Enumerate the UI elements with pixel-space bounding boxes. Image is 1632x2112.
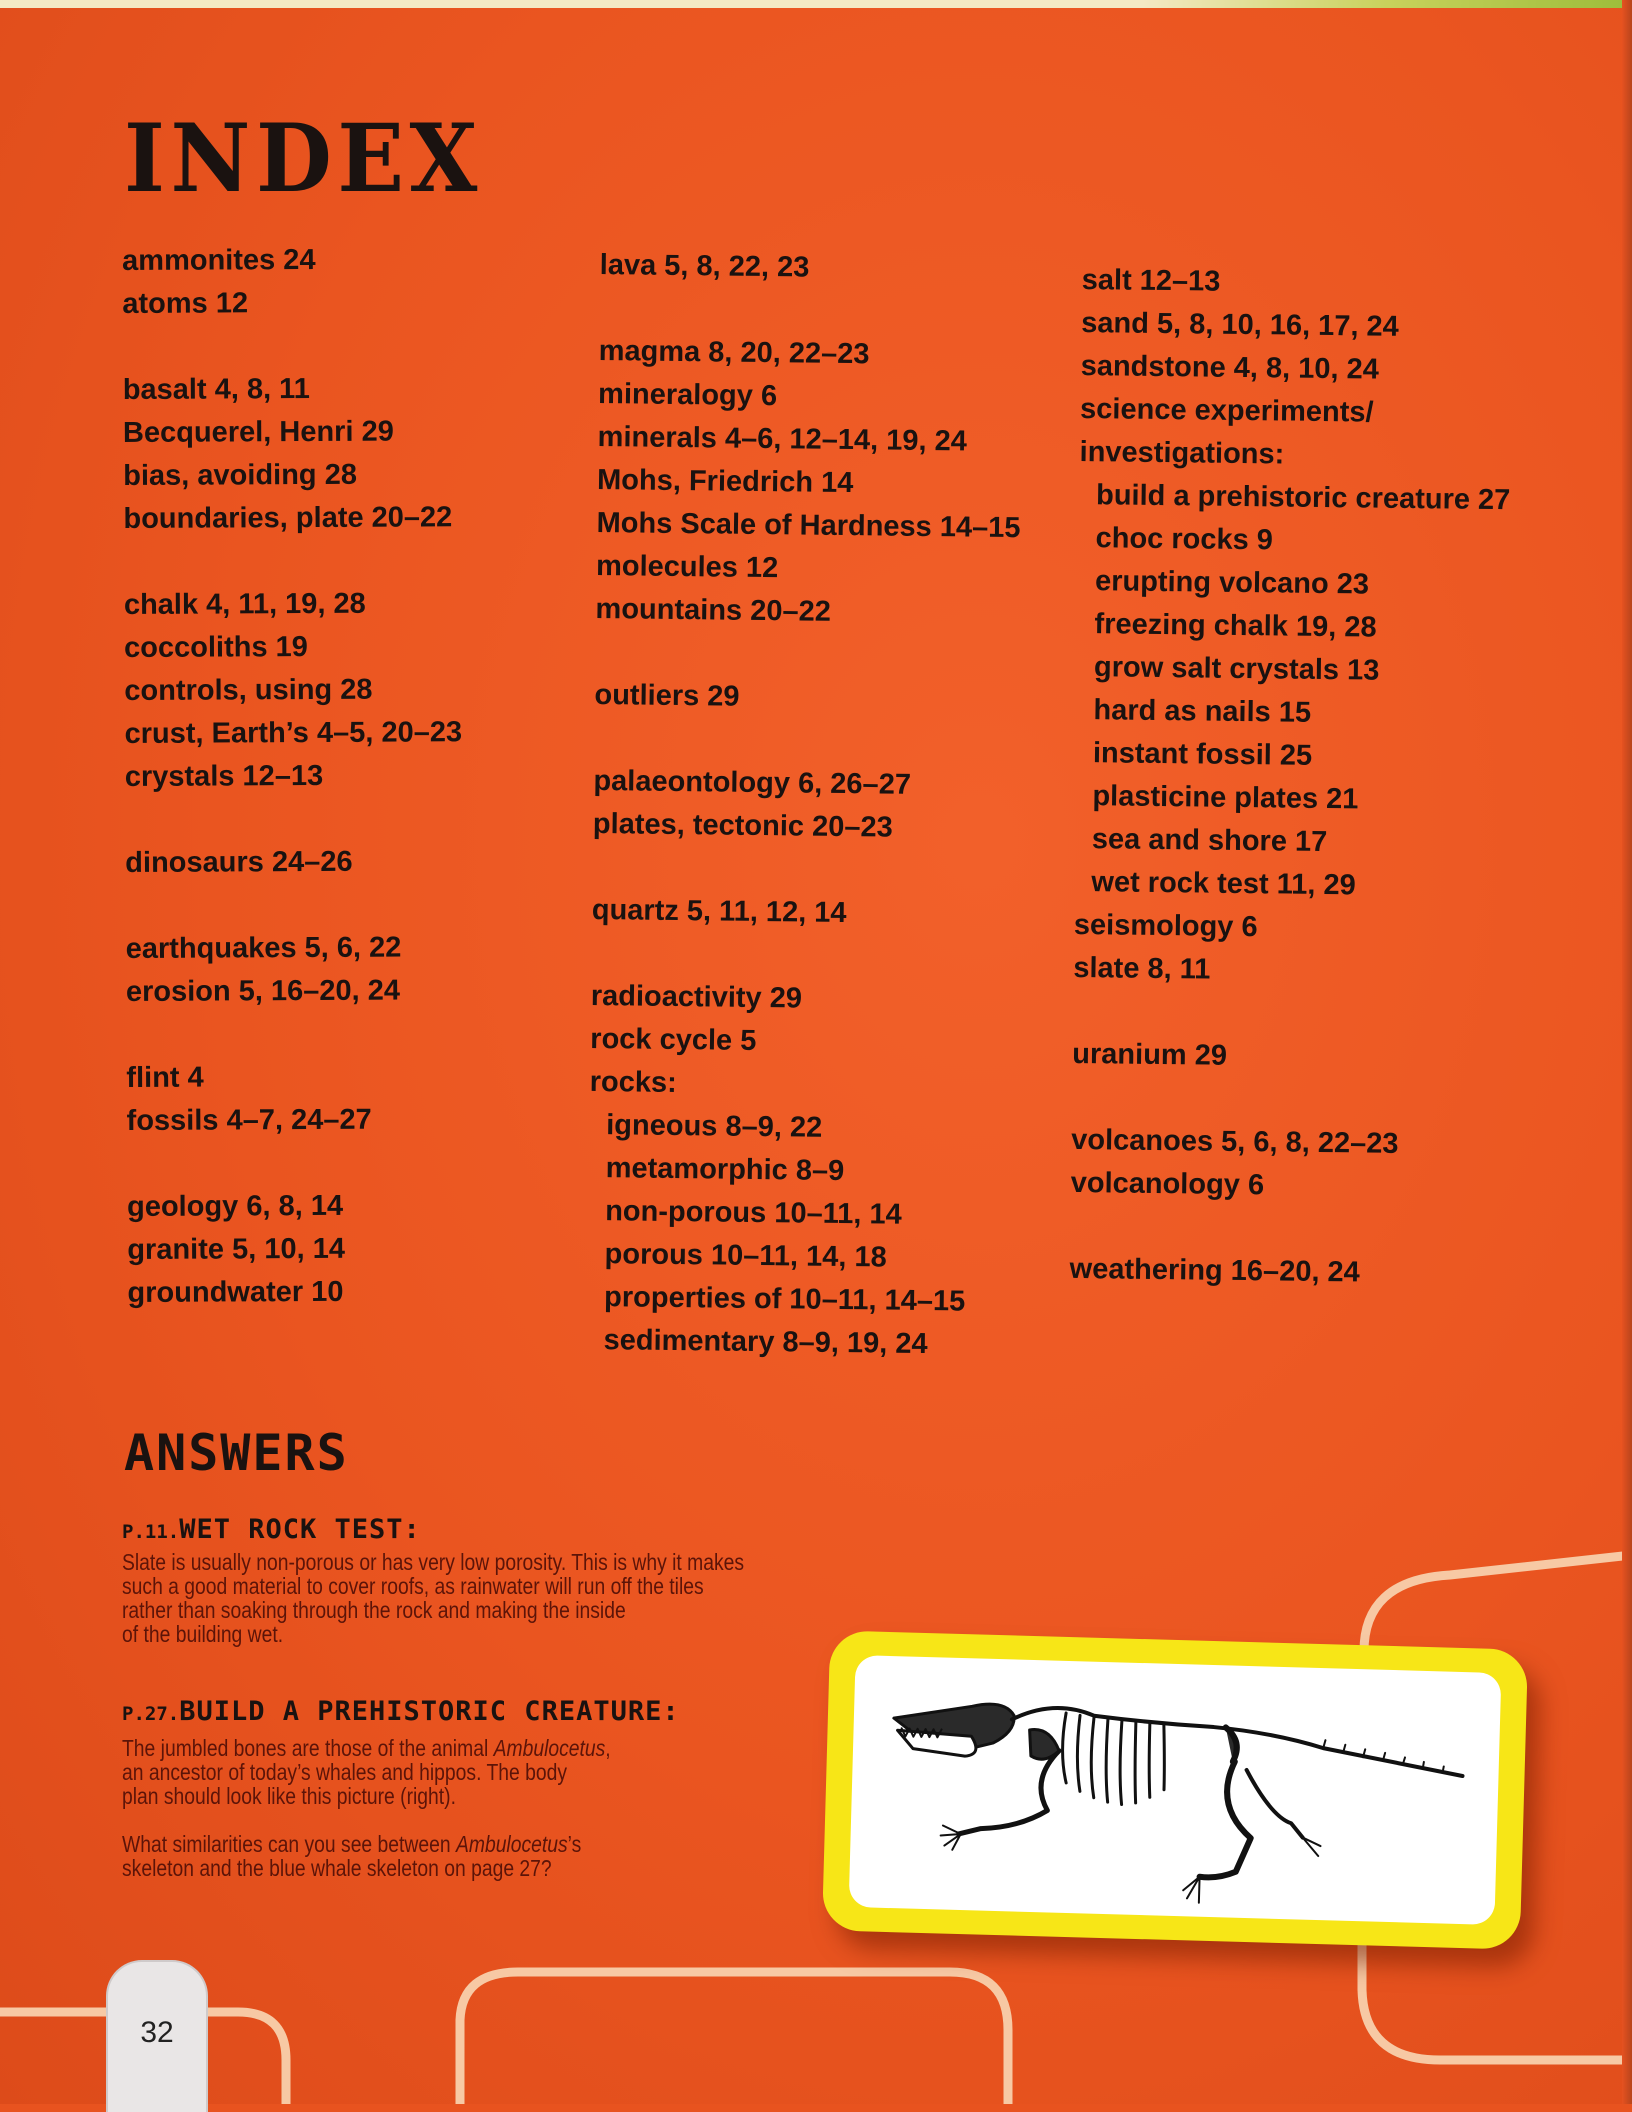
- index-column-2: [586, 244, 1024, 1367]
- answer-2-title: BUILD A PREHISTORIC CREATURE:: [179, 1696, 680, 1727]
- index-entry: mountains 20–22: [595, 592, 832, 628]
- index-spacer: [591, 932, 1015, 980]
- index-entry: coccoliths 19: [124, 631, 308, 664]
- index-subentry: igneous 8–9, 22: [606, 1109, 823, 1144]
- index-entry: boundaries, plate 20–22: [123, 501, 453, 535]
- index-spacer: [599, 287, 1023, 335]
- index-entry: slate 8, 11: [1073, 951, 1211, 986]
- index-spacer: [122, 324, 460, 369]
- index-entry: rock cycle 5: [590, 1022, 757, 1057]
- index-column-3: [1069, 259, 1513, 1296]
- index-entry: volcanoes 5, 6, 8, 22–23: [1071, 1123, 1399, 1160]
- index-spacer: [592, 846, 1016, 894]
- index-subentry: instant fossil 25: [1092, 737, 1313, 772]
- skeleton-photo-frame: [822, 1630, 1528, 1949]
- index-entry: sand 5, 8, 10, 16, 17, 24: [1081, 306, 1399, 343]
- index-entry: dinosaurs 24–26: [125, 845, 353, 879]
- index-spacer: [594, 717, 1018, 765]
- answer-1-heading: [122, 1514, 421, 1545]
- index-entry: flint 4: [126, 1061, 204, 1094]
- index-spacer: [1070, 1205, 1502, 1253]
- index-entry: geology 6, 8, 14: [126, 1189, 344, 1223]
- index-entry: outliers 29: [594, 678, 740, 713]
- index-entry: radioactivity 29: [590, 979, 803, 1015]
- index-entry: crust, Earth’s 4–5, 20–23: [124, 716, 463, 750]
- index-entry: uranium 29: [1072, 1037, 1228, 1072]
- index-subentry: choc rocks 9: [1095, 522, 1274, 557]
- index-entry: investigations:: [1079, 435, 1285, 471]
- index-subentry: erupting volcano 23: [1094, 565, 1370, 601]
- index-entry: lava 5, 8, 22, 23: [599, 248, 810, 284]
- index-spacer: [127, 1141, 465, 1186]
- index-entry: fossils 4–7, 24–27: [126, 1103, 372, 1137]
- answer-2-heading: [122, 1696, 680, 1727]
- index-subentry: porous 10–11, 14, 18: [604, 1238, 887, 1274]
- index-entry: salt 12–13: [1081, 263, 1221, 298]
- ambulocetus-skeleton-illustration: [849, 1655, 1502, 1925]
- answer-1-page: P.11.: [122, 1521, 180, 1543]
- index-spacer: [125, 883, 463, 928]
- index-entry: ammonites 24: [122, 243, 316, 277]
- index-entry: seismology 6: [1073, 908, 1258, 944]
- index-entry: quartz 5, 11, 12, 14: [591, 893, 847, 930]
- index-entry: basalt 4, 8, 11: [122, 373, 310, 406]
- answer-1-paragraph: Slate is usually non-porous or has very low porosity. This is why it makes such a good material to cover roofs, as rainwater will run off the tiles rather than soaking through the rock and making the inside of the building wet.: [122, 1549, 745, 1647]
- index-title: INDEX: [124, 104, 483, 214]
- answer-2-text: [122, 1736, 760, 1880]
- index-entry: Mohs, Friedrich 14: [596, 463, 854, 500]
- index-entry: sandstone 4, 8, 10, 24: [1080, 349, 1380, 386]
- index-entry: plates, tectonic 20–23: [592, 807, 893, 844]
- index-entry: palaeontology 6, 26–27: [593, 764, 912, 801]
- answer-1-title: WET ROCK TEST:: [179, 1514, 421, 1545]
- index-entry: atoms 12: [122, 287, 249, 320]
- index-subentry: grow salt crystals 13: [1093, 651, 1380, 687]
- index-entry: crystals 12–13: [124, 759, 324, 793]
- index-subentry: non-porous 10–11, 14: [604, 1195, 902, 1231]
- index-entry: controls, using 28: [124, 673, 373, 707]
- index-subentry: wet rock test 11, 29: [1091, 866, 1356, 902]
- index-column-1: [122, 238, 465, 1315]
- index-entry: earthquakes 5, 6, 22: [125, 931, 402, 965]
- index-entry: science experiments/: [1079, 392, 1374, 429]
- index-entry: rocks:: [589, 1065, 677, 1099]
- index-entry: volcanology 6: [1070, 1166, 1265, 1202]
- rear-leg: [1200, 1761, 1253, 1879]
- pipe-bottom-center: [460, 1972, 1008, 2104]
- species-name: Ambulocetus: [493, 1735, 606, 1761]
- species-name: Ambulocetus: [455, 1831, 568, 1857]
- index-entry: Mohs Scale of Hardness 14–15: [596, 506, 1021, 545]
- front-foot: [940, 1825, 961, 1850]
- index-spacer: [126, 1012, 464, 1057]
- index-spacer: [595, 631, 1019, 679]
- index-entry: granite 5, 10, 14: [127, 1232, 345, 1266]
- page-number: 32: [140, 2016, 174, 2049]
- pelvis: [1225, 1727, 1238, 1761]
- index-entry: magma 8, 20, 22–23: [598, 334, 870, 371]
- index-subentry: freezing chalk 19, 28: [1094, 608, 1377, 644]
- index-subentry: build a prehistoric creature 27: [1095, 479, 1511, 517]
- index-subentry: properties of 10–11, 14–15: [603, 1281, 966, 1318]
- answer-2-paragraph-2: What similarities can you see between Ambulocetus’s skeleton and the blue whale skeleton on page 27?: [122, 1831, 582, 1881]
- index-spacer: [1073, 990, 1505, 1038]
- index-entry: erosion 5, 16–20, 24: [125, 974, 401, 1008]
- index-subentry: hard as nails 15: [1093, 694, 1312, 729]
- index-entry: mineralogy 6: [597, 377, 778, 413]
- index-subentry: plasticine plates 21: [1092, 780, 1359, 816]
- index-entry: weathering 16–20, 24: [1069, 1252, 1360, 1289]
- front-leg: [959, 1748, 1059, 1837]
- answers-title: ANSWERS: [124, 1424, 349, 1482]
- answer-2-page: P.27.: [122, 1703, 180, 1725]
- page-number-tab: [106, 1960, 208, 2112]
- page-edge-shadow: [1622, 0, 1632, 2104]
- index-entry: molecules 12: [595, 549, 779, 585]
- answer-2-paragraph-1: The jumbled bones are those of the animal Ambulocetus, an ancestor of today’s whales and hippos. The body plan should look like this picture (right).: [122, 1735, 611, 1809]
- skeleton-photo: [849, 1655, 1502, 1925]
- scapula: [1029, 1729, 1060, 1759]
- rear-foot: [1183, 1834, 1321, 1906]
- index-entry: chalk 4, 11, 19, 28: [123, 587, 366, 621]
- index-spacer: [1071, 1076, 1503, 1124]
- index-subentry: metamorphic 8–9: [605, 1152, 845, 1188]
- rear-leg-2: [1245, 1770, 1305, 1838]
- index-entry: groundwater 10: [127, 1275, 344, 1309]
- answer-1-text: [122, 1550, 760, 1646]
- ribs: [1061, 1713, 1166, 1806]
- index-subentry: sedimentary 8–9, 19, 24: [603, 1324, 928, 1361]
- index-subentry: sea and shore 17: [1091, 823, 1328, 859]
- index-spacer: [124, 539, 462, 584]
- index-entry: bias, avoiding 28: [123, 458, 358, 492]
- index-entry: Becquerel, Henri 29: [122, 415, 394, 449]
- pipe-right-lower: [1362, 1940, 1632, 2060]
- index-spacer: [125, 797, 463, 842]
- index-entry: minerals 4–6, 12–14, 19, 24: [597, 420, 968, 458]
